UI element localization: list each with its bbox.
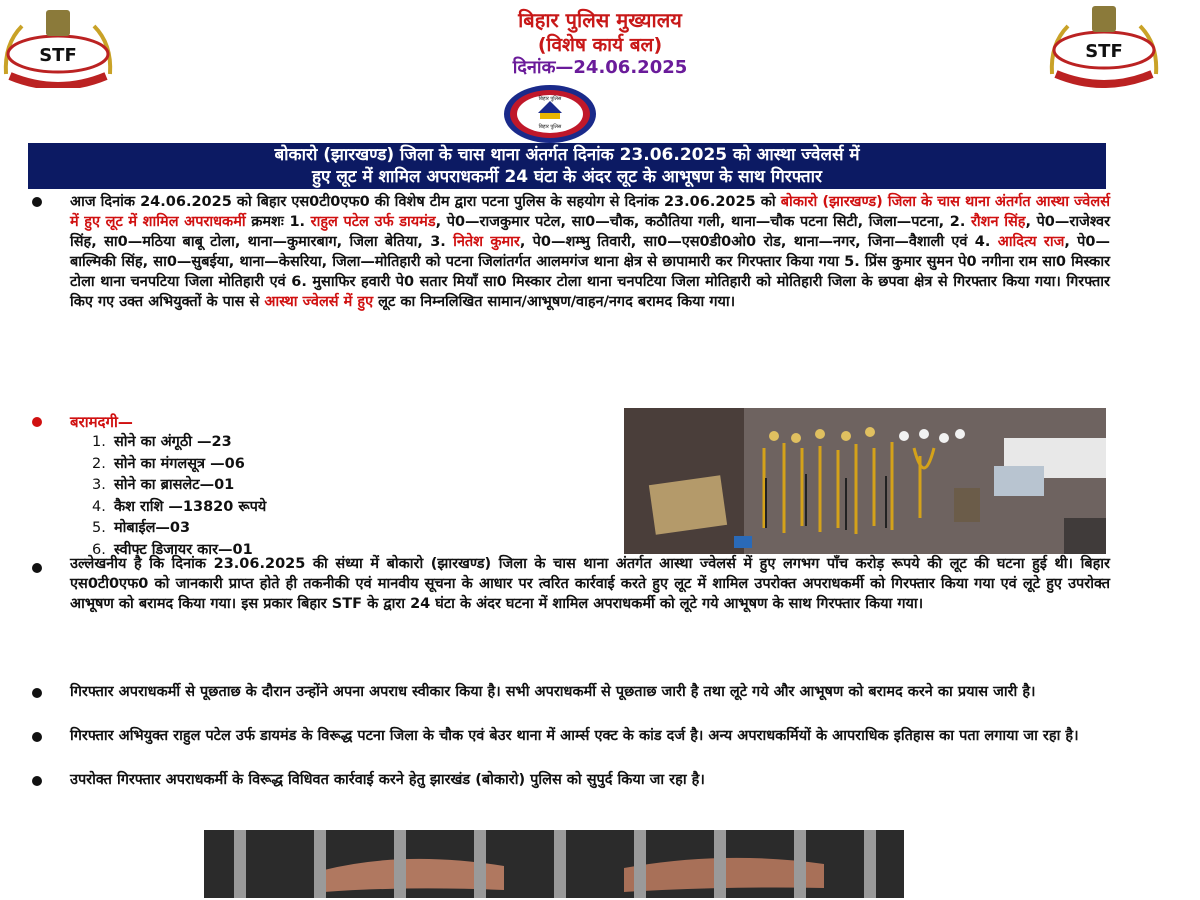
bullet-1 [32, 197, 42, 207]
list-item-number: 4. [92, 498, 106, 515]
list-item-text: सोने का मंगलसूत्र —06 [114, 455, 245, 472]
accused-name-4: आदित्य राज [997, 234, 1065, 250]
para1-text-3: , पे0—राजकुमार पटेल, सा0—चौक, कठौतिया गली, थाना—चौक पटना सिटी, जिला—पटना, 2. [435, 214, 971, 230]
paragraph-handover: उपरोक्त गिरफ्तार अपराधकर्मी के विरूद्ध विधिवत कार्रवाई करने हेतु झारखंड (बोकारो) पुलिस को सुपुर्द किया जा रहा है। [70, 772, 705, 788]
para1-text-2: क्रमशः 1. [245, 214, 311, 230]
list-item-number: 3. [92, 477, 106, 493]
banner-line-1: बोकारो (झारखण्ड) जिला के चास थाना अंतर्गत दिनांक 23.06.2025 को आस्था ज्वेलर्स में [274, 145, 860, 165]
stf-logo-right-text: STF [1085, 41, 1123, 62]
para1-highlight-incident: बोकारो (झारखण्ड) जिला के चास थाना अंतर्गत आस्था ज्वेलर्स में हुए लूट में शामिल अपराधकर्मी [70, 194, 1110, 230]
bullet-5 [32, 776, 42, 786]
paragraph-interrogation: गिरफ्तार अपराधकर्मी से पूछताछ के दौरान उन्होंने अपना अपराध स्वीकार किया है। सभी अपराधकर्मी से पूछताछ जारी है तथा लूटे गये और आभूषण को बरामद करने का प्रयास जारी है। [70, 684, 1036, 700]
accused-name-3: नितेश कुमार [453, 234, 520, 250]
list-item-text: स्वीफ्ट डिजायर कार—01 [114, 541, 253, 558]
list-item [92, 518, 266, 540]
headline-banner [28, 143, 1106, 189]
para1-text-4: , पे0—राजेश्वर सिंह, सा0—मठिया बाबू टोला, थाना—कुमारबाग, जिला बेतिया, 3. [70, 214, 1111, 250]
para1-text-1: आज दिनांक 24.06.2025 को बिहार एस0टी0एफ0 की विशेष टीम द्वारा पटना पुलिस के सहयोग से दिनांक 23.06.2025 को [70, 194, 781, 210]
page-subtitle: (विशेष कार्य बल) [537, 34, 663, 56]
list-item-text: सोने का ब्रासलेट—01 [114, 477, 235, 493]
list-item [92, 497, 266, 519]
recovery-heading: बरामदगी— [70, 413, 133, 431]
bullet-2 [32, 563, 42, 573]
list-item [92, 432, 266, 454]
list-item-number: 6. [92, 541, 106, 558]
paragraph-incident-summary: उल्लेखनीय है कि दिनांक 23.06.2025 की संध्या में बोकारो (झारखण्ड) जिला के चास थाना अंतर्गत आस्था ज्वेलर्स में हुए लगभग पाँच करोड़ रूपये की लूट की घटना हुई थी। बिहार एस0टी0एफ0 को जानकारी प्राप्त होते ही तकनीकी एवं मानवीय सूचना के आधार पर त्वरित कार्रवाई करते हुए लूट में शामिल उपरोक्त अपराधकर्मी को गिरफ्तार किया गया एवं लूटे हुए उपरोक्त आभूषण को बरामद किया गया। इस प्रकार बिहार STF के द्वारा 24 घंटा के अंदर घटना में शामिल अपराधकर्मी को लूटे गये आभूषण के साथ गिरफ्तार किया गया। [70, 556, 1110, 612]
page-title: बिहार पुलिस मुख्यालय [518, 8, 682, 32]
list-item-text: सोने का अंगूठी —23 [114, 434, 232, 450]
list-item [92, 454, 266, 476]
page-date: दिनांक—24.06.2025 [512, 57, 688, 78]
para1-highlight-jewellers: आस्था ज्वेलर्स में हुए [264, 294, 374, 310]
para1-text-6: , पे0—बाल्मिकी सिंह, सा0—सुबईया, थाना—केसरिया, जिला—मोतिहारी को पटना जिलांतर्गत आलमगंज थाना क्षेत्र से छापामारी कर गिरफ्तार किया गया 5. प्रिंस कुमार सुमन पे0 नगीना राम सा0 मिस्कार टोला थाना चनपटिया जिला मोतिहारी एवं 6. मुसाफिर हवारी पे0 सतार मियाँ सा0 मिस्कार टोला थाना चनपटिया जिला मोतिहारी को मोतिहारी जिला के छपवा क्षेत्र से गिरफ्तार किया गया। गिरफ्तार किए गए उक्त अभियुक्तों के पास से [70, 234, 1111, 310]
jail-bars-image [204, 830, 904, 898]
list-item-number: 5. [92, 520, 106, 536]
banner-line-2: हुए लूट में शामिल अपराधकर्मी 24 घंटा के अंदर लूट के आभूषण के साथ गिरफ्तार [312, 167, 822, 187]
list-item-text: मोबाईल—03 [114, 520, 191, 536]
recovery-list [92, 432, 266, 561]
bullet-4 [32, 732, 42, 742]
bihar-police-badge [500, 83, 600, 145]
badge-bottom-text: बिहार पुलिस [538, 124, 562, 130]
bullet-3 [32, 688, 42, 698]
list-item-text: कैश राशि —13820 रूपये [114, 498, 267, 515]
bullet-recovery [32, 417, 42, 427]
list-item-number: 2. [92, 455, 106, 472]
list-item [92, 475, 266, 497]
paragraph-criminal-history: गिरफ्तार अभियुक्त राहुल पटेल उर्फ डायमंड के विरूद्ध पटना जिला के चौक एवं बेउर थाना में आर्म्स एक्ट के कांड दर्ज है। अन्य अपराधकर्मियों के आपराधिक इतिहास का पता लगाया जा रहा है। [70, 728, 1079, 744]
list-item-number: 1. [92, 434, 106, 450]
accused-name-2: रौशन सिंह [970, 214, 1026, 230]
accused-name-1: राहुल पटेल उर्फ डायमंड [310, 214, 436, 230]
recovered-items-photo [624, 408, 1106, 554]
paragraph-arrest-details [70, 192, 1110, 312]
stf-logo-left-text: STF [39, 45, 77, 66]
badge-top-text: बिहार पुलिस [538, 96, 562, 102]
para1-text-5: , पे0—शम्भु तिवारी, सा0—एस0डी0ओ0 रोड, थाना—नगर, जिना—वैशाली एवं 4. [519, 234, 998, 250]
para1-text-7: लूट का निम्नलिखित सामान/आभूषण/वाहन/नगद बरामद किया गया। [373, 294, 736, 310]
